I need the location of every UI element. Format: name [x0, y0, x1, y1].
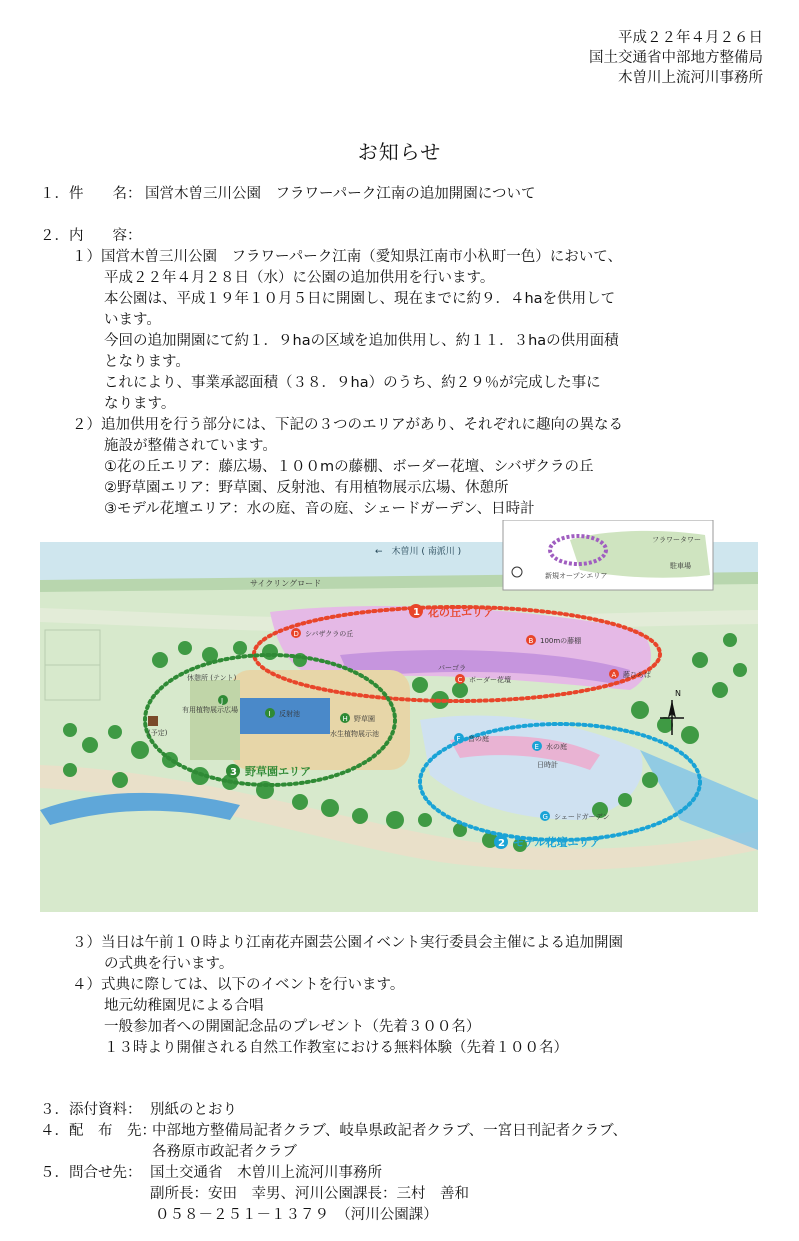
p3-line: の式典を行います。	[104, 956, 234, 972]
river-label: ← 木曽川 ( 南派川 )	[375, 547, 462, 557]
event-item: 一般参加者への開園記念品のプレゼント（先着３００名）	[104, 1019, 481, 1035]
area-list-item: ②野草園エリア：野草園、反射池、有用植物展示広場、休憩所	[104, 480, 509, 496]
p1-line: なります。	[104, 396, 176, 412]
p1-line: 今回の追加開園にて約１．９haの区域を追加供用し、約１１．３haの供用面積	[104, 333, 619, 349]
aquatic-pond-label: 水生植物展示池	[330, 730, 379, 738]
item1-subject: 国営木曽三川公園 フラワーパーク江南の追加開園について	[145, 186, 536, 202]
p1-line: となります。	[104, 354, 190, 370]
p4-line: ４）式典に際しては、以下のイベントを行います。	[72, 977, 405, 993]
inset-tower: フラワータワー	[652, 536, 701, 544]
spot-i-letter: I	[268, 710, 271, 718]
item4-text: 中部地方整備局記者クラブ、岐阜県政記者クラブ、一宮日刊記者クラブ、	[152, 1123, 628, 1139]
item3-number: ３．添付資料：	[40, 1102, 142, 1118]
spot-h-letter: H	[342, 715, 348, 723]
spot-e-letter: E	[534, 743, 539, 751]
inset-map	[503, 520, 713, 590]
spot-d-letter: D	[293, 630, 299, 638]
item5-phone: ０５８－２５１－１３７９ （河川公園課）	[155, 1207, 438, 1223]
spot-c-label: ボーダー花壇	[469, 676, 511, 684]
p3-line: ３）当日は午前１０時より江南花卉園芸公園イベント実行委員会主催による追加開園	[72, 935, 623, 951]
p1-line: １）国営木曽三川公園 フラワーパーク江南（愛知県江南市小杁町一色）において、	[72, 249, 622, 265]
issuer-bureau: 国土交通省中部地方整備局	[589, 50, 763, 66]
item1-number: １．件 名：	[40, 186, 142, 202]
area-list-item: ③モデル花壇エリア：水の庭、音の庭、シェードガーデン、日時計	[104, 501, 535, 517]
p1-line: 平成２２年４月２８日（水）に公園の追加供用を行います。	[104, 270, 495, 286]
toilet-icon	[148, 716, 158, 726]
cycling-road-label: サイクリングロード	[250, 579, 322, 588]
spot-g-letter: G	[542, 813, 548, 821]
spot-j-label: 有用植物展示広場	[182, 706, 238, 714]
p1-line: います。	[104, 312, 161, 328]
p1-line: これにより、事業承認面積（３８．９ha）のうち、約２９％が完成した事に	[104, 375, 601, 391]
p2-line: ２）追加供用を行う部分には、下記の３つのエリアがあり、それぞれに趣向の異なる	[72, 417, 623, 433]
spot-a-label: 藤ひろば	[623, 671, 651, 679]
spot-b-letter: B	[528, 637, 534, 645]
spot-j-letter: J	[221, 697, 224, 705]
area1-label: 花の丘エリア	[428, 606, 494, 619]
park-map	[40, 520, 758, 912]
spot-b-label: 100mの藤棚	[540, 637, 582, 645]
inset-parking: 駐車場	[670, 562, 691, 570]
item4-text-cont: 各務原市政記者クラブ	[152, 1144, 297, 1160]
item5-contacts: 副所長：安田 幸男、河川公園課長：三村 善和	[150, 1186, 469, 1202]
event-item: 地元幼稚園児による合唱	[104, 998, 264, 1014]
spot-e-label: 水の庭	[546, 743, 567, 751]
toilet-label: (予定)	[148, 729, 168, 737]
item5-number: ５．問合せ先：	[40, 1165, 142, 1181]
compass-north: N	[675, 689, 681, 698]
area2-label: モデル花壇エリア	[513, 836, 601, 849]
inset-label: 新規オープンエリア	[545, 572, 608, 580]
rest-area-label: 休憩所 (テント)	[187, 674, 237, 682]
area3-number: 3	[230, 767, 237, 778]
p2-line: 施設が整備されています。	[104, 438, 277, 454]
item2-number: ２．内 容：	[40, 228, 142, 244]
area1-number: 1	[413, 607, 420, 618]
area3-label: 野草園エリア	[245, 765, 311, 778]
item3-text: 別紙のとおり	[150, 1102, 237, 1118]
spot-a-letter: A	[611, 671, 617, 679]
area-list-item: ①花の丘エリア：藤広場、１００mの藤棚、ボーダー花壇、シバザクラの丘	[104, 459, 594, 475]
p1-line: 本公園は、平成１９年１０月５日に開園し、現在までに約９．４haを供用して	[104, 291, 616, 307]
item4-number: ４．配 布 先：	[40, 1123, 156, 1139]
spot-f-letter: F	[456, 735, 461, 743]
issuer-office: 木曽川上流河川事務所	[618, 70, 763, 86]
spot-i-label: 反射池	[279, 710, 300, 718]
sundial-label: 日時計	[537, 761, 558, 769]
spot-f-label: 音の庭	[468, 735, 489, 743]
spot-c-letter: C	[457, 676, 463, 684]
area2-number: 2	[498, 838, 505, 849]
item5-office: 国土交通省 木曽川上流河川事務所	[150, 1165, 382, 1181]
useful-plants-plaza	[190, 680, 240, 760]
spot-g-label: シェードガーデン	[554, 813, 610, 821]
press-date: 平成２２年４月２６日	[618, 30, 763, 46]
event-item: １３時より開催される自然工作教室における無料体験（先着１００名）	[104, 1040, 568, 1056]
spot-h-label: 野草園	[354, 715, 375, 723]
pergola-label: パーゴラ	[438, 664, 466, 672]
page-title: お知らせ	[357, 140, 442, 164]
spot-d-label: シバザクラの丘	[305, 630, 354, 638]
